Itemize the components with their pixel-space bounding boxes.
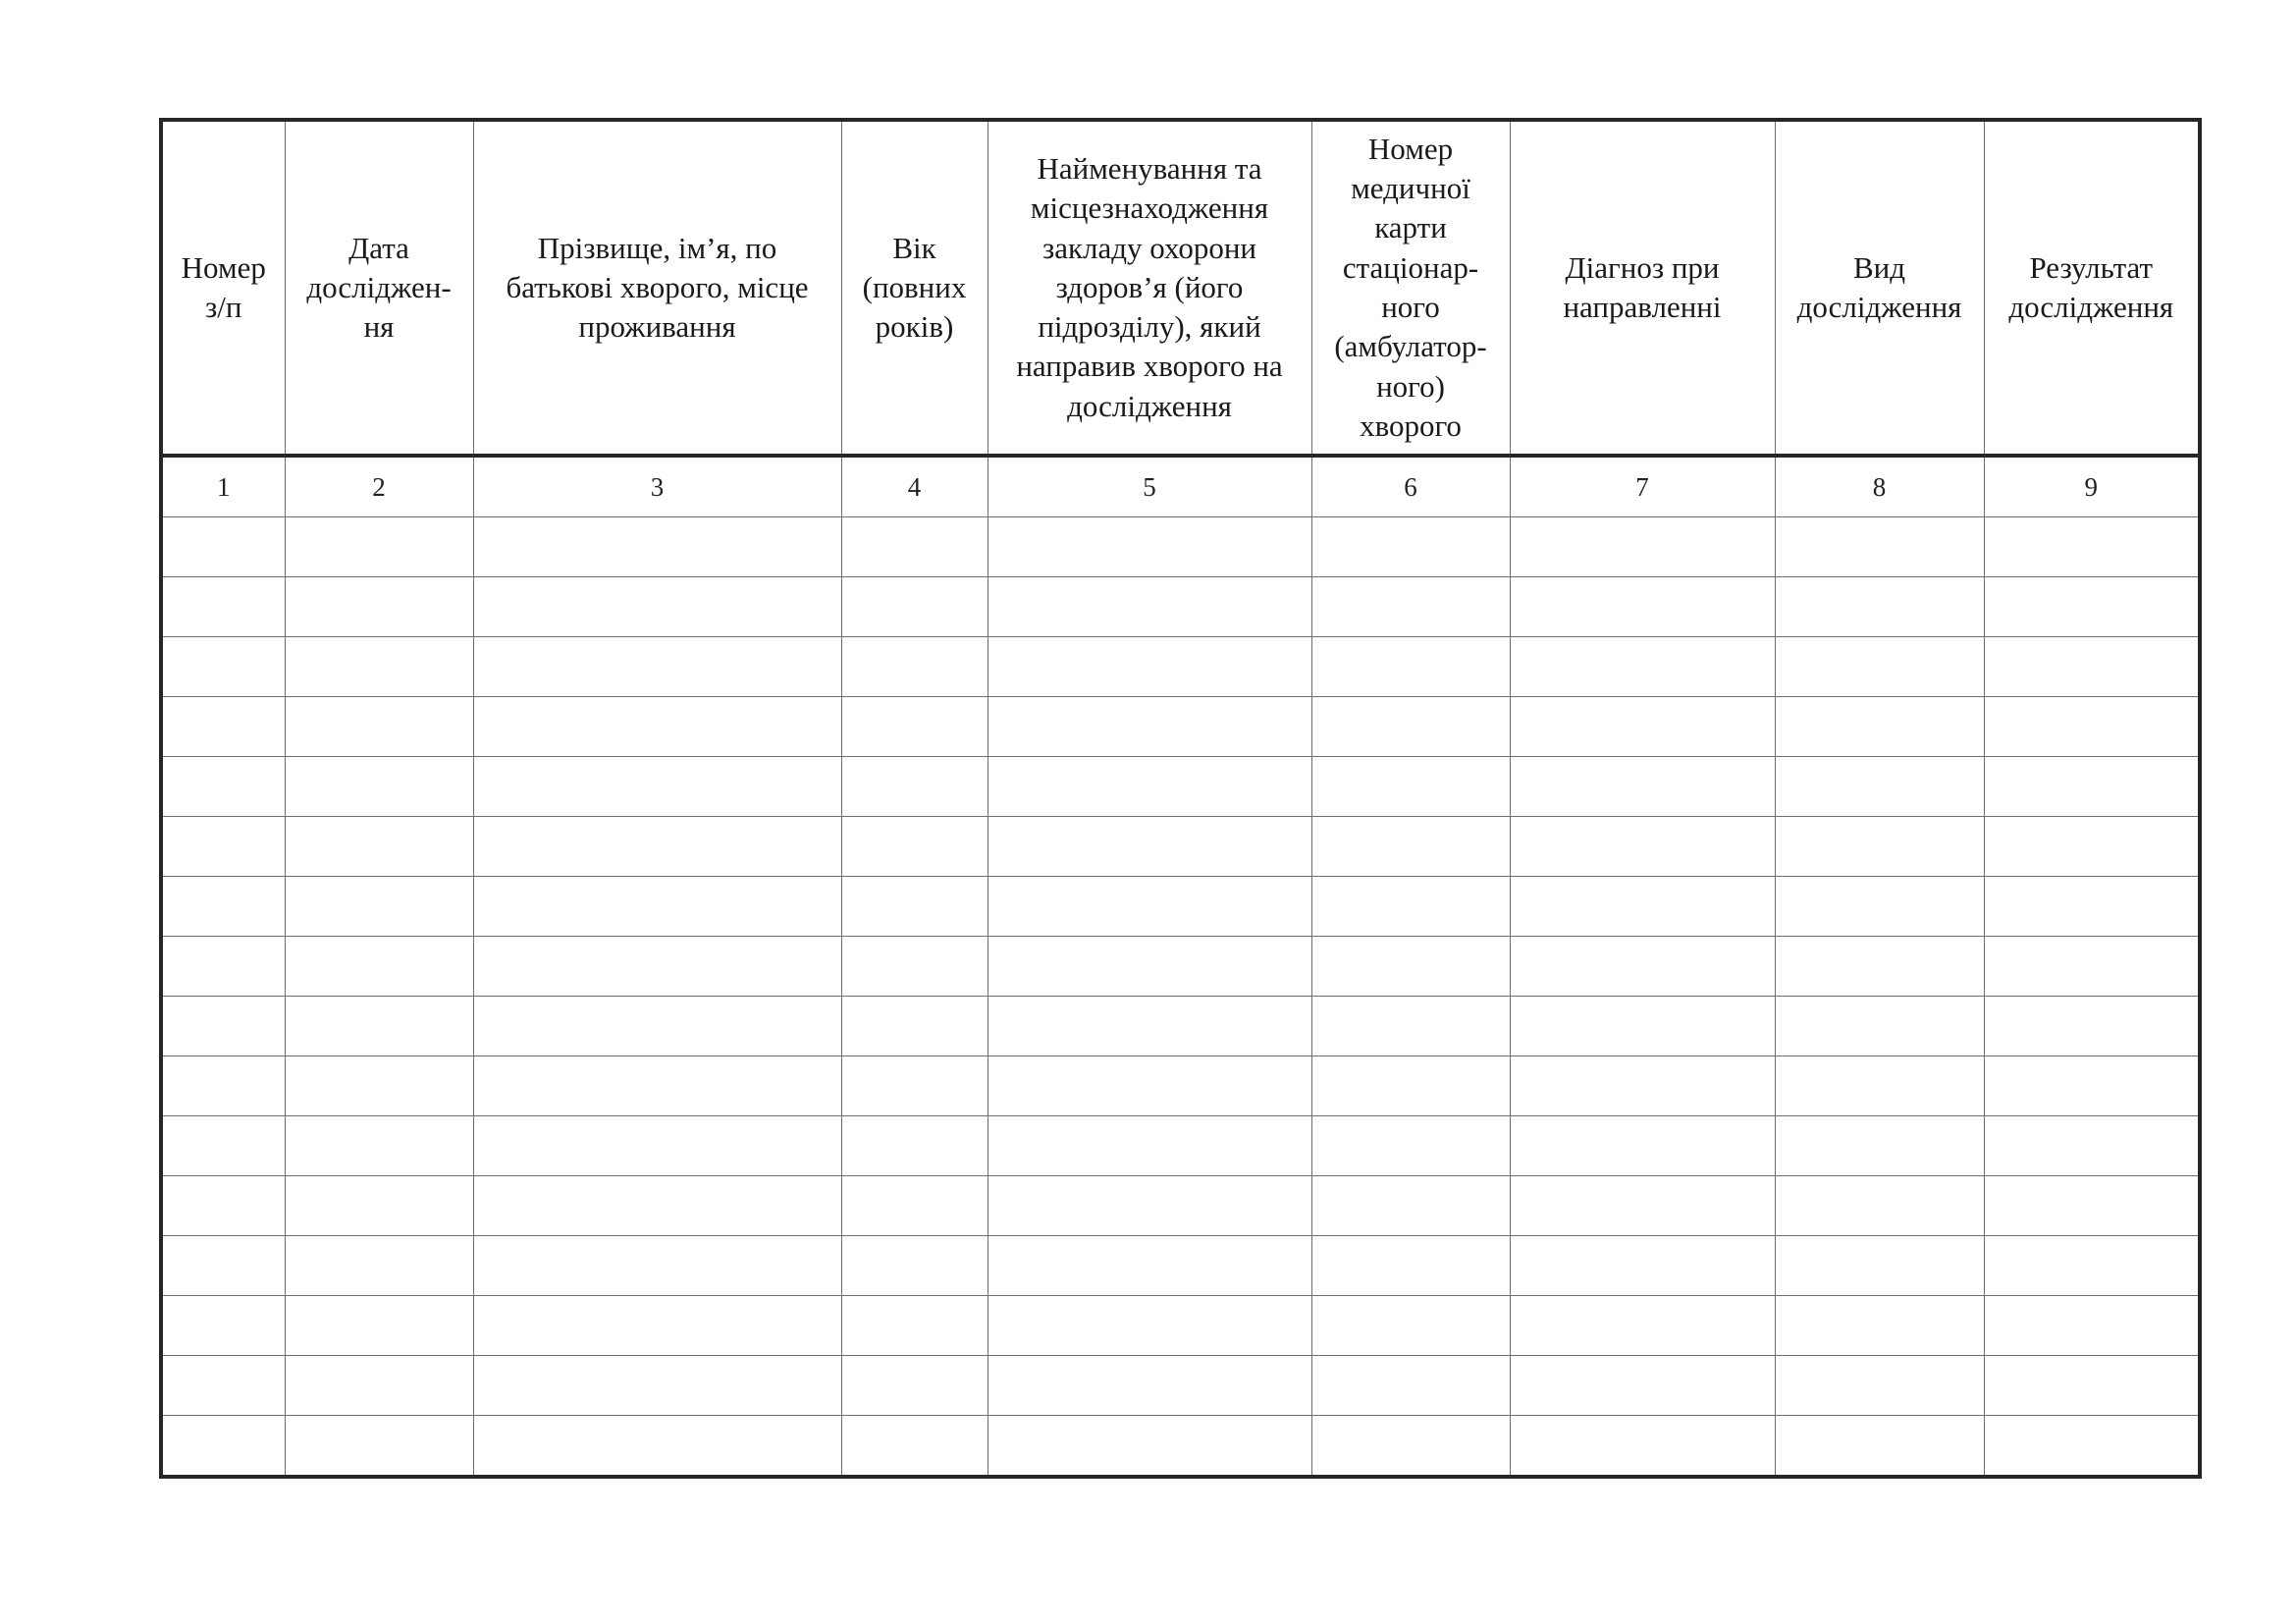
- table-row: [161, 637, 2200, 697]
- column-number: 4: [841, 456, 988, 517]
- column-number: 8: [1775, 456, 1984, 517]
- table-cell: [1775, 1056, 1984, 1116]
- table-cell: [988, 757, 1311, 817]
- table-cell: [1775, 697, 1984, 757]
- header-row: [161, 120, 2200, 456]
- table-cell: [1775, 937, 1984, 997]
- table-cell: [161, 937, 285, 997]
- table-cell: [285, 1116, 473, 1176]
- table-cell: [1510, 997, 1775, 1056]
- table-cell: [1510, 1056, 1775, 1116]
- table-cell: [473, 577, 841, 637]
- table-cell: [161, 697, 285, 757]
- table-cell: [1311, 877, 1510, 937]
- table-cell: [473, 1116, 841, 1176]
- table-cell: [988, 817, 1311, 877]
- table-cell: [988, 937, 1311, 997]
- table-cell: [1775, 1356, 1984, 1416]
- table-cell: [1510, 877, 1775, 937]
- col-header-patient-name: Прізвище, ім’я, по батькові хворого, місце проживання: [473, 120, 841, 456]
- table-row: [161, 1116, 2200, 1176]
- col-header-number: Номер з/п: [161, 120, 285, 456]
- table-cell: [841, 697, 988, 757]
- table-cell: [841, 517, 988, 577]
- table-cell: [1510, 1296, 1775, 1356]
- table-cell: [988, 1116, 1311, 1176]
- table-cell: [161, 1416, 285, 1478]
- table-row: [161, 817, 2200, 877]
- table-row: [161, 1176, 2200, 1236]
- table-row: [161, 937, 2200, 997]
- table-cell: [841, 1296, 988, 1356]
- table-cell: [841, 997, 988, 1056]
- table-cell: [285, 877, 473, 937]
- table-cell: [161, 517, 285, 577]
- table-cell: [988, 517, 1311, 577]
- table-cell: [1311, 1116, 1510, 1176]
- table-cell: [988, 1296, 1311, 1356]
- column-number: 3: [473, 456, 841, 517]
- table-cell: [1311, 517, 1510, 577]
- table-cell: [1311, 697, 1510, 757]
- table-row: [161, 1236, 2200, 1296]
- table-cell: [988, 1416, 1311, 1478]
- table-cell: [161, 757, 285, 817]
- table-cell: [1510, 637, 1775, 697]
- table-cell: [841, 1176, 988, 1236]
- table-cell: [161, 1296, 285, 1356]
- table-row: [161, 1356, 2200, 1416]
- table-cell: [161, 1356, 285, 1416]
- table-cell: [1775, 877, 1984, 937]
- table-cell: [473, 757, 841, 817]
- table-cell: [473, 1356, 841, 1416]
- table-cell: [1311, 1416, 1510, 1478]
- col-header-medical-card-number: Номер медичної карти стаціонар- ного (амбулатор- ного) хворого: [1311, 120, 1510, 456]
- col-header-referring-facility: Найменування та місцезнаходження закладу охорони здоров’я (його підрозділу), який направив хворого на дослідження: [988, 120, 1311, 456]
- col-header-date: Дата досліджен- ня: [285, 120, 473, 456]
- table-row: [161, 697, 2200, 757]
- table-cell: [161, 1176, 285, 1236]
- table-cell: [1775, 757, 1984, 817]
- table-cell: [1775, 1236, 1984, 1296]
- table-row: [161, 1296, 2200, 1356]
- table-cell: [1775, 1296, 1984, 1356]
- table-cell: [841, 1356, 988, 1416]
- table-cell: [473, 697, 841, 757]
- table-row: [161, 1056, 2200, 1116]
- column-number: 2: [285, 456, 473, 517]
- table-cell: [1311, 1356, 1510, 1416]
- table-cell: [841, 577, 988, 637]
- table-cell: [988, 1056, 1311, 1116]
- table-cell: [1984, 1056, 2200, 1116]
- column-number: 6: [1311, 456, 1510, 517]
- table-cell: [1984, 757, 2200, 817]
- table-cell: [988, 877, 1311, 937]
- table-cell: [1510, 1236, 1775, 1296]
- table-cell: [285, 1356, 473, 1416]
- table-cell: [1984, 1356, 2200, 1416]
- table-cell: [1984, 517, 2200, 577]
- table-cell: [1311, 1236, 1510, 1296]
- table-cell: [988, 637, 1311, 697]
- table-cell: [285, 757, 473, 817]
- table-cell: [1510, 697, 1775, 757]
- table-cell: [285, 817, 473, 877]
- table-cell: [841, 637, 988, 697]
- table-cell: [285, 517, 473, 577]
- table-cell: [473, 1296, 841, 1356]
- col-header-exam-type: Вид дослідження: [1775, 120, 1984, 456]
- table-cell: [841, 1116, 988, 1176]
- table-cell: [473, 637, 841, 697]
- table-cell: [473, 877, 841, 937]
- table-cell: [1311, 637, 1510, 697]
- table-cell: [1775, 1116, 1984, 1176]
- table-cell: [841, 1236, 988, 1296]
- examination-log-table: [159, 118, 2202, 1479]
- table-cell: [285, 1056, 473, 1116]
- col-header-exam-result: Результат дослідження: [1984, 120, 2200, 456]
- table-cell: [1775, 817, 1984, 877]
- table-cell: [285, 1236, 473, 1296]
- table-cell: [1311, 577, 1510, 637]
- table-cell: [285, 697, 473, 757]
- table-cell: [473, 1416, 841, 1478]
- table-cell: [1984, 637, 2200, 697]
- table-cell: [1775, 1416, 1984, 1478]
- table-row: [161, 1416, 2200, 1478]
- table-cell: [1984, 1296, 2200, 1356]
- table-cell: [841, 817, 988, 877]
- table-cell: [473, 1056, 841, 1116]
- table-row: [161, 757, 2200, 817]
- table-cell: [1984, 817, 2200, 877]
- table-cell: [1510, 1356, 1775, 1416]
- table-cell: [988, 1236, 1311, 1296]
- table-cell: [161, 1056, 285, 1116]
- table-cell: [841, 757, 988, 817]
- table-cell: [1775, 1176, 1984, 1236]
- table-cell: [1984, 937, 2200, 997]
- table-cell: [1311, 997, 1510, 1056]
- column-number: 1: [161, 456, 285, 517]
- table-cell: [1311, 757, 1510, 817]
- column-number: 7: [1510, 456, 1775, 517]
- table-cell: [988, 697, 1311, 757]
- table-cell: [988, 997, 1311, 1056]
- table-cell: [285, 637, 473, 697]
- table-cell: [473, 1236, 841, 1296]
- table-cell: [285, 1416, 473, 1478]
- table-cell: [1775, 577, 1984, 637]
- table-cell: [161, 1116, 285, 1176]
- table-cell: [1510, 517, 1775, 577]
- table-cell: [1311, 1176, 1510, 1236]
- table-cell: [473, 517, 841, 577]
- table-cell: [473, 817, 841, 877]
- table-cell: [161, 997, 285, 1056]
- table-cell: [1311, 1296, 1510, 1356]
- table-cell: [1775, 637, 1984, 697]
- table-cell: [473, 997, 841, 1056]
- table-cell: [841, 1416, 988, 1478]
- table-cell: [841, 937, 988, 997]
- table-cell: [1775, 997, 1984, 1056]
- table-cell: [285, 937, 473, 997]
- column-number: 5: [988, 456, 1311, 517]
- table-cell: [1510, 1116, 1775, 1176]
- table-cell: [1311, 1056, 1510, 1116]
- table-cell: [1984, 1116, 2200, 1176]
- table-cell: [841, 1056, 988, 1116]
- table-cell: [1510, 937, 1775, 997]
- table-row: [161, 997, 2200, 1056]
- table-cell: [1510, 757, 1775, 817]
- table-cell: [161, 1236, 285, 1296]
- table-cell: [473, 1176, 841, 1236]
- table-cell: [285, 1296, 473, 1356]
- table-cell: [988, 577, 1311, 637]
- table-cell: [1984, 1236, 2200, 1296]
- table-row: [161, 517, 2200, 577]
- column-number-row: [161, 456, 2200, 517]
- table-cell: [161, 637, 285, 697]
- table-cell: [1984, 1416, 2200, 1478]
- table-cell: [285, 577, 473, 637]
- table-cell: [285, 997, 473, 1056]
- table-cell: [988, 1176, 1311, 1236]
- table-row: [161, 877, 2200, 937]
- table-cell: [161, 577, 285, 637]
- table-cell: [1984, 697, 2200, 757]
- table-cell: [1984, 577, 2200, 637]
- col-header-age: Вік (повних років): [841, 120, 988, 456]
- table-cell: [1311, 817, 1510, 877]
- table-cell: [1984, 997, 2200, 1056]
- table-cell: [285, 1176, 473, 1236]
- table-cell: [1984, 1176, 2200, 1236]
- table-cell: [1984, 877, 2200, 937]
- column-number: 9: [1984, 456, 2200, 517]
- table-cell: [1510, 577, 1775, 637]
- table-cell: [841, 877, 988, 937]
- table-cell: [1510, 817, 1775, 877]
- table-cell: [1510, 1176, 1775, 1236]
- table-cell: [988, 1356, 1311, 1416]
- table-cell: [1775, 517, 1984, 577]
- table-cell: [1311, 937, 1510, 997]
- table-cell: [473, 937, 841, 997]
- col-header-diagnosis: Діагноз при направленні: [1510, 120, 1775, 456]
- table-row: [161, 577, 2200, 637]
- table-cell: [1510, 1416, 1775, 1478]
- table-cell: [161, 817, 285, 877]
- table-cell: [161, 877, 285, 937]
